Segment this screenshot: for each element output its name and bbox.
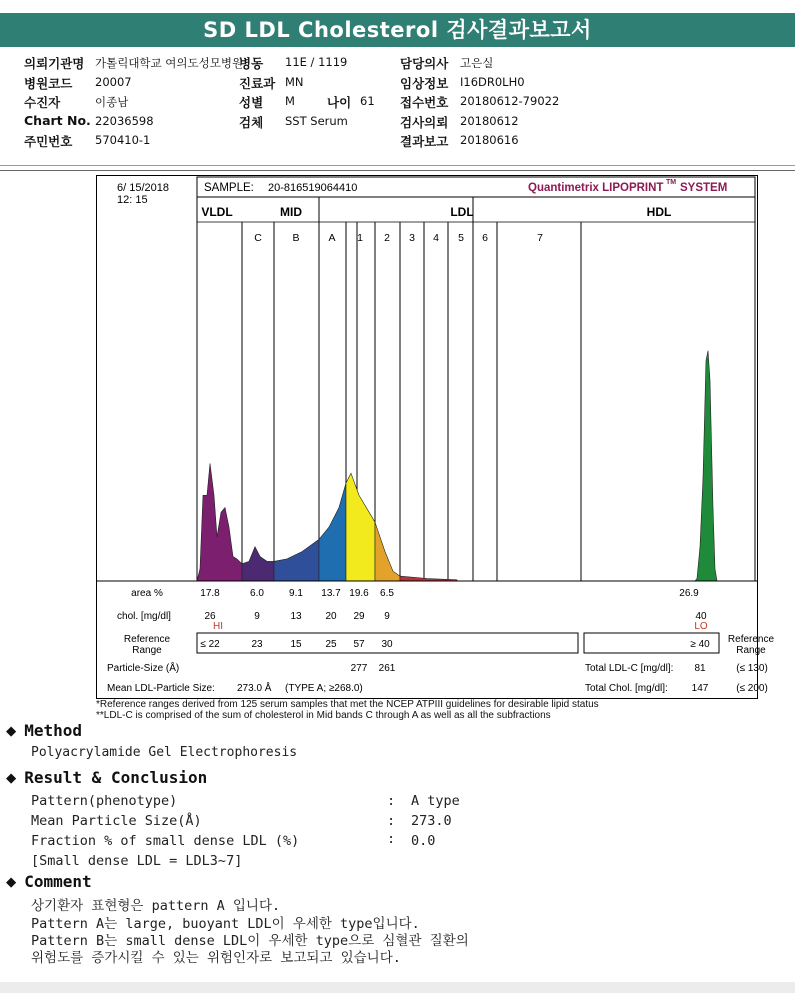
header-value: 고은실: [460, 56, 494, 70]
chol-value: 9: [384, 611, 390, 622]
age-label: 나이: [327, 95, 352, 110]
lo-flag: LO: [694, 621, 708, 632]
header-label: 병동: [239, 56, 264, 71]
header-label: 성별: [239, 95, 264, 110]
ref-label: Range: [132, 645, 162, 656]
lipoprint-chart: [96, 175, 775, 699]
header-value: I16DR0LH0: [460, 75, 525, 89]
subband-label: 7: [537, 232, 543, 244]
patient-header: [0, 47, 795, 165]
comment-line: 위험도를 증가시킬 수 있는 위험인자로 보고되고 있습니다.: [31, 950, 401, 966]
result-section: [6, 768, 207, 788]
subband-label: 2: [384, 232, 390, 244]
diamond-bullet-icon: ◆: [6, 721, 17, 741]
page-bottom-band: [0, 982, 795, 993]
diamond-bullet-icon: ◆: [6, 768, 17, 788]
header-label: 병원코드: [24, 76, 73, 91]
hdl-chol-value: 40: [695, 611, 707, 622]
header-value: 20180616: [460, 133, 519, 147]
subband-label: 6: [482, 232, 488, 244]
header-label: 수진자: [24, 95, 61, 110]
diamond-bullet-icon: ◆: [6, 872, 17, 892]
sample-id: 20-816519064410: [268, 182, 358, 194]
result-value: A type: [411, 793, 460, 809]
header-value: 20180612: [460, 114, 519, 128]
result-label: Pattern(phenotype): [31, 793, 178, 809]
header-label: 검체: [239, 115, 264, 130]
ref-label: Reference: [123, 634, 171, 645]
total-ldl-label: Total LDL-C [mg/dl]:: [585, 663, 674, 674]
row-label-chol: chol. [mg/dl]: [117, 611, 171, 622]
trace-band-vldl: [197, 463, 242, 581]
trace-band-mid-b: [274, 539, 319, 581]
method-title: Method: [24, 721, 83, 740]
ref-value: 57: [353, 639, 365, 650]
subband-label: 3: [409, 232, 415, 244]
header-label: 결과보고: [400, 134, 449, 149]
header-label: 담당의사: [400, 56, 449, 71]
report-title: SD LDL Cholesterol 검사결과보고서: [0, 13, 795, 47]
ref-label-right: Range: [736, 645, 766, 656]
header-label: 진료과: [239, 76, 276, 91]
mean-size-type: (TYPE A; ≥268.0): [285, 683, 363, 694]
header-divider: [0, 165, 795, 166]
result-label: Fraction % of small dense LDL (%): [31, 833, 300, 849]
band-hdl: HDL: [646, 205, 672, 219]
method-section: [6, 721, 82, 741]
comment-line: Pattern A는 large, buoyant LDL이 우세한 type입니다.: [31, 916, 420, 932]
total-chol-ref: (≤ 200): [736, 683, 768, 694]
hdl-ref-value: ≥ 40: [690, 639, 710, 650]
ref-value: 30: [381, 639, 393, 650]
area-value: 19.6: [349, 588, 369, 599]
header-value: 20180612-79022: [460, 94, 560, 108]
hi-flag: HI: [213, 621, 223, 632]
sample-label: SAMPLE:: [204, 182, 254, 194]
brand-name: Quantimetrix LIPOPRINT: [528, 182, 664, 194]
comment-title: Comment: [24, 872, 92, 891]
mean-size-label: Mean LDL-Particle Size:: [107, 683, 215, 694]
header-label: 임상정보: [400, 76, 449, 91]
result-note: [Small dense LDL = LDL3~7]: [31, 853, 243, 869]
header-label: 주민번호: [24, 134, 73, 149]
trace-band-mid-a: [319, 483, 346, 581]
comment-section: [6, 872, 92, 892]
header-label: 접수번호: [400, 95, 449, 110]
band-vldl: VLDL: [201, 205, 233, 219]
ref-value: 15: [290, 639, 302, 650]
particle-size-value: 261: [378, 663, 396, 674]
subband-label: A: [328, 232, 336, 244]
chol-value: 13: [290, 611, 302, 622]
subband-label: 5: [458, 232, 464, 244]
footnote-1: *Reference ranges derived from 125 serum samples that met the NCEP ATPIII guidelines for desirable lipid status: [96, 699, 599, 710]
method-text: Polyacrylamide Gel Electrophoresis: [31, 745, 298, 760]
band-ldl: LDL: [450, 205, 474, 219]
result-label: Mean Particle Size(Å): [31, 813, 202, 829]
chart-time: 12: 15: [117, 194, 148, 206]
subband-label: B: [292, 232, 300, 244]
brand-system: SYSTEM: [680, 182, 728, 194]
subband-label: C: [254, 232, 262, 244]
row-label-area: area %: [131, 588, 163, 599]
result-title: Result & Conclusion: [24, 768, 208, 787]
total-chol-label: Total Chol. [mg/dl]:: [585, 683, 668, 694]
ref-value: 23: [251, 639, 263, 650]
area-value: 6.0: [250, 588, 264, 599]
chol-value: 9: [254, 611, 260, 622]
header-label: 의뢰기관명: [24, 56, 85, 71]
area-value: 9.1: [289, 588, 303, 599]
particle-size-label: Particle-Size (Å): [107, 663, 180, 674]
ref-value: 25: [325, 639, 337, 650]
header-label: Chart No.: [24, 113, 91, 128]
comment-line: 상기환자 표현형은 pattern A 입니다.: [31, 898, 281, 914]
ref-label-right: Reference: [727, 634, 775, 645]
trace-band-ldl-1: [346, 473, 375, 581]
electrophoresis-trace: [197, 351, 717, 581]
chol-value: 26: [204, 611, 216, 622]
chart-date: 6/ 15/2018: [117, 182, 169, 194]
comment-line: Pattern B는 small dense LDL이 우세한 type으로 심혈관 질환의: [31, 933, 469, 949]
total-ldl-ref: (≤ 130): [736, 663, 768, 674]
total-chol-value: 147: [691, 683, 709, 694]
lipoprint-svg: [97, 176, 775, 698]
header-value: 570410-1: [95, 133, 151, 147]
area-value: 13.7: [321, 588, 341, 599]
chol-value: 29: [353, 611, 365, 622]
header-value: MN: [285, 75, 304, 89]
header-value: 이종남: [95, 95, 129, 109]
result-value: 273.0: [411, 813, 452, 829]
brand-tm: TM: [666, 179, 677, 186]
header-value: 11E / 1119: [285, 55, 348, 69]
footnote-2: **LDL-C is comprised of the sum of cholesterol in Mid bands C through A as well as all the subfractions: [96, 710, 551, 721]
hdl-area-value: 26.9: [679, 588, 699, 599]
colon: :: [387, 793, 396, 809]
header-value: SST Serum: [285, 114, 348, 128]
trace-band-mid-c: [242, 547, 274, 581]
total-ldl-value: 81: [694, 663, 706, 674]
colon: :: [387, 813, 396, 829]
age-value: 61: [360, 94, 375, 108]
area-value: 6.5: [380, 588, 394, 599]
header-label: 검사의뢰: [400, 115, 449, 130]
trace-band-ldl-2: [375, 522, 400, 581]
ref-value: ≤ 22: [200, 639, 220, 650]
subband-label: 1: [357, 232, 363, 244]
header-value: 20007: [95, 75, 132, 89]
area-value: 17.8: [200, 588, 220, 599]
band-mid: MID: [280, 205, 302, 219]
header-value: 22036598: [95, 114, 154, 128]
trace-band-hdl: [695, 351, 717, 581]
colon: :: [387, 831, 396, 847]
mean-size-value: 273.0 Å: [237, 683, 272, 694]
subband-label: 4: [433, 232, 439, 244]
particle-size-value: 277: [350, 663, 368, 674]
header-value: 가톨릭대학교 여의도성모병원: [95, 56, 244, 70]
chol-value: 20: [325, 611, 337, 622]
header-value: M: [285, 94, 295, 108]
result-value: 0.0: [411, 833, 436, 849]
